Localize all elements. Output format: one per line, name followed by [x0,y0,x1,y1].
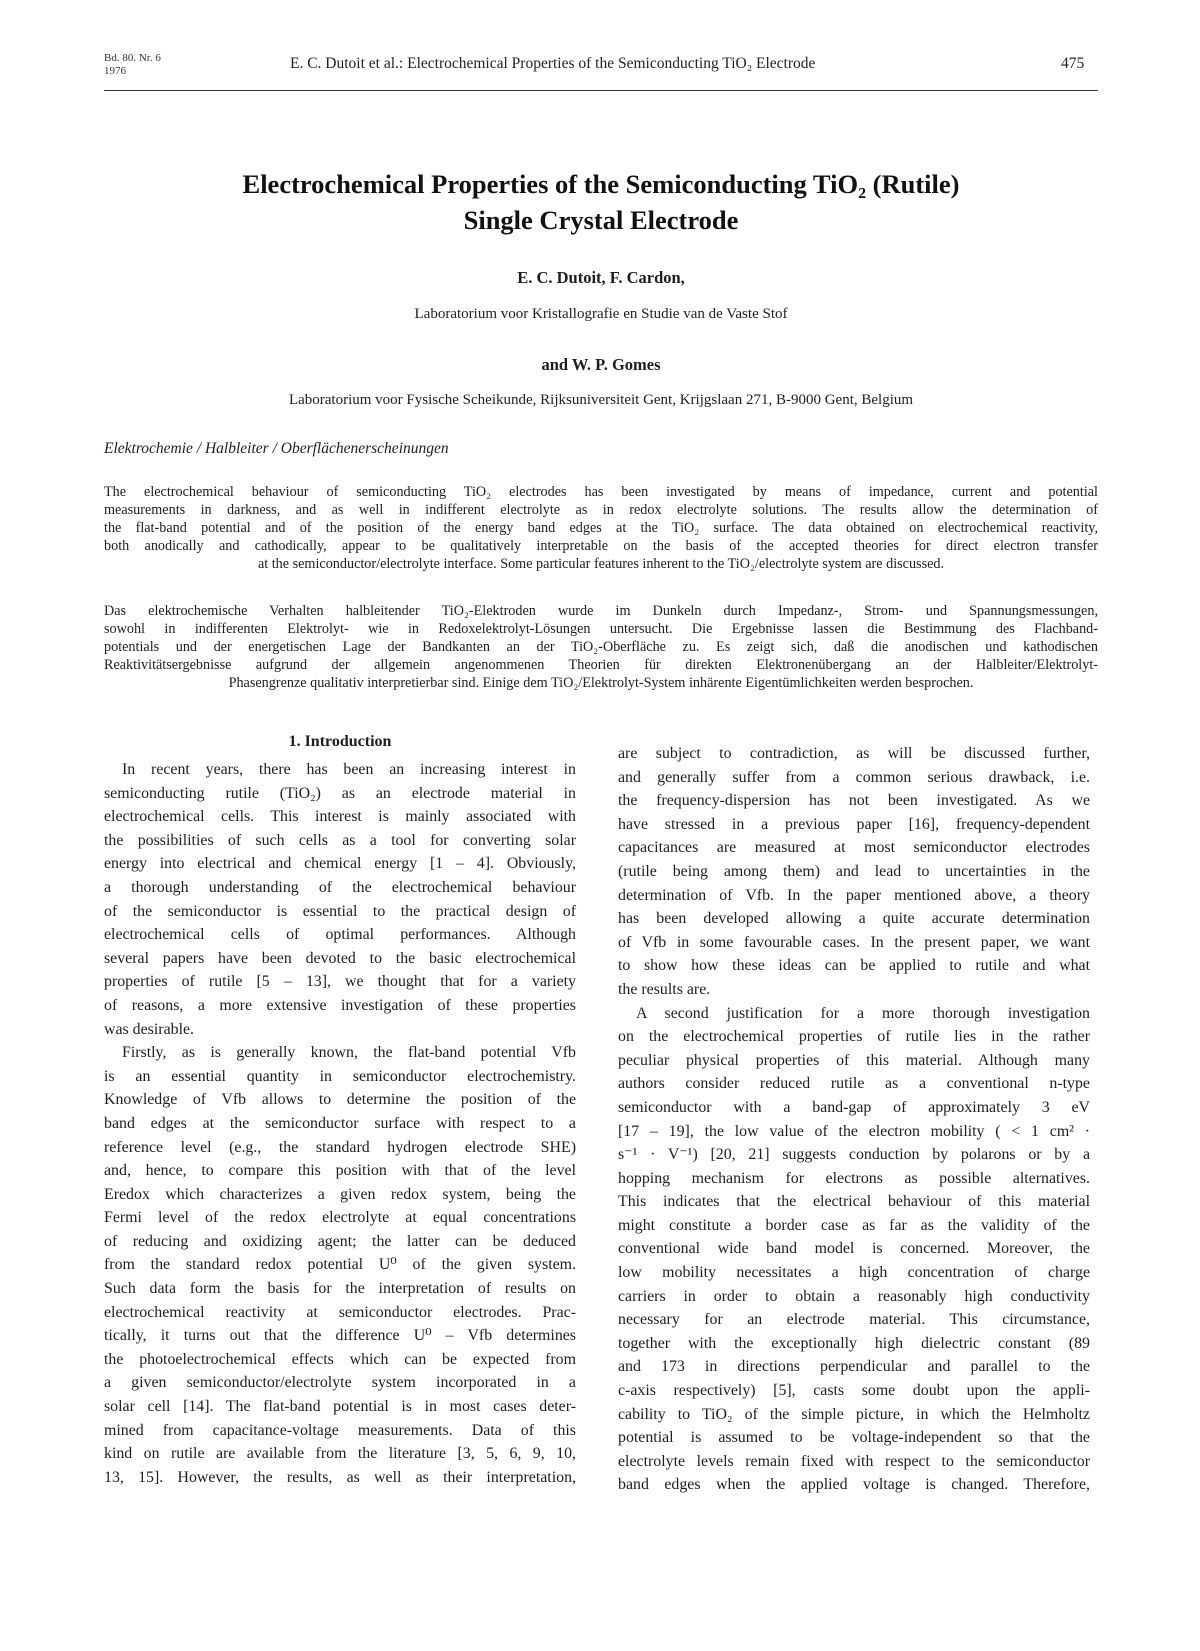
body-line: of reducing and oxidizing agent; the latter can be deduced [104,1232,576,1250]
body-line: and generally suffer from a common serious drawback, i.e. [618,768,1090,786]
body-line: to show how these ideas can be applied to rutile and what [618,957,1090,975]
body-line: peculiar physical properties of this material. Although many [618,1051,1090,1069]
abstract-line: potentials und der energetischen Lage der Bandkanten an der TiO₂-Oberfläche zu. Es zeigt sich, daß die anodischen und kathodischen [104,639,1098,655]
body-line: semiconducting rutile (TiO₂) as an electrode material in [104,784,576,802]
body-line: conventional wide band model is concerned. Moreover, the [618,1240,1090,1258]
body-line: hopping mechanism for electrons as possible alternatives. [618,1169,1090,1187]
body-line: the photoelectrochemical effects which can be expected from [104,1350,576,1368]
body-line: potential is assumed to be voltage-independent so that the [618,1429,1090,1447]
body-line: Firstly, as is generally known, the flat-band potential Vfb [122,1044,576,1062]
body-line: band edges when the applied voltage is changed. Therefore, [618,1476,1090,1494]
abstract-line: Das elektrochemische Verhalten halbleitender TiO₂-Elektroden wurde im Dunkeln durch Impedanz-, Strom- und Spannungsmessungen, [104,603,1098,619]
running-title: E. C. Dutoit et al.: Electrochemical Properties of the Semiconducting TiO₂ Electrode [290,55,816,72]
body-line: authors consider reduced rutile as a conventional n-type [618,1075,1090,1093]
body-line: tically, it turns out that the difference U⁰ – Vfb determines [104,1327,576,1345]
affiliation-2: Laboratorium voor Fysische Scheikunde, Rijksuniversiteit Gent, Krijgslaan 271, B-9000 Gent, Belgium [288,392,914,408]
body-line: (rutile being among them) and lead to uncertainties in the [618,862,1090,880]
body-line: reference level (e.g., the standard hydrogen electrode SHE) [104,1138,576,1156]
body-line: Such data form the basis for the interpretation of results on [104,1280,576,1298]
body-line: determination of Vfb. In the paper mentioned above, a theory [618,886,1090,904]
author-group-1: E. C. Dutoit, F. Cardon, [517,268,685,287]
journal-year: 1976 [104,65,126,77]
body-line: Fermi level of the redox electrolyte at equal concentrations [104,1209,576,1227]
title-line-1: Electrochemical Properties of the Semiconducting TiO₂ (Rutile) [242,169,960,199]
body-line: and, hence, to compare this position with that of the level [104,1162,576,1180]
body-line: capacitances are measured at most semiconductor electrodes [618,839,1090,857]
body-line: are subject to contradiction, as will be discussed further, [618,745,1090,762]
body-line: band edges at the semiconductor surface with respect to a [104,1114,576,1132]
body-line: c-axis respectively) [5], casts some doubt upon the appli- [618,1382,1090,1400]
body-line: might constitute a border case as far as the validity of the [618,1216,1090,1234]
body-line: on the electrochemical properties of rutile lies in the rather [618,1028,1090,1046]
right-column [618,742,1090,1497]
abstract-line: measurements in darkness, and as well in indifferent electrolyte as in redox electrolyte solutions. The results allow the determination of [104,502,1098,518]
left-column [104,758,576,1489]
body-line: properties of rutile [5 – 13], we thought that for a variety [104,973,576,991]
body-line: Eredox which characterizes a given redox system, being the [104,1185,576,1203]
abstract-line: Reaktivitätsergebnisse aufgrund der allgemein angenommenen Theorien für direkten Elektronenübergang an der Halbleiter/Elektrolyt- [104,657,1098,673]
body-line: kind on rutile are available from the literature [3, 5, 6, 9, 10, [104,1445,576,1463]
body-line: have stressed in a previous paper [16], frequency-dependent [618,815,1090,833]
abstract-english [104,483,1098,573]
body-line: of Vfb in some favourable cases. In the present paper, we want [618,933,1090,951]
body-line: together with the exceptionally high dielectric constant (89 [618,1334,1090,1352]
page-number: 475 [1061,55,1085,72]
body-line: from the standard redox potential U⁰ of the given system. [104,1256,576,1274]
body-line: 13, 15]. However, the results, as well as their interpretation, [104,1468,576,1486]
paper-title [104,166,1098,238]
journal-volume: Bd. 80. Nr. 6 [104,52,161,64]
body-line: electrochemical cells of optimal performances. Although [104,926,576,944]
body-line: the frequency-dispersion has not been investigated. As we [618,792,1090,810]
section-heading: 1. Introduction [288,733,392,750]
affiliation-1: Laboratorium voor Kristallografie en Studie van de Vaste Stof [414,306,788,322]
body-line: semiconductor with a band-gap of approximately 3 eV [618,1098,1090,1116]
abstract-line: at the semiconductor/electrolyte interface. Some particular features inherent to the TiO₂/electrolyte system are discussed. [257,556,945,572]
body-line: the results are. [618,980,711,998]
body-line: electrochemical cells. This interest is mainly associated with [104,808,576,826]
keywords: Elektrochemie / Halbleiter / Oberflächenerscheinungen [104,440,449,457]
body-line: of reasons, a more extensive investigation of these properties [104,996,576,1014]
body-line: and 173 in directions perpendicular and parallel to the [618,1358,1090,1376]
body-line: A second justification for a more thorough investigation [636,1004,1090,1022]
abstract-german [104,602,1098,692]
abstract-line: the flat-band potential and of the position of the energy band edges at the TiO₂ surface. The data obtained on electrochemical reactivity, [104,520,1098,536]
body-line: s⁻¹ · V⁻¹) [20, 21] suggests conduction by polarons or by a [618,1146,1090,1164]
body-line: a thorough understanding of the electrochemical behaviour [104,878,576,896]
title-line-2: Single Crystal Electrode [463,205,739,235]
journal-volume-block [104,52,161,78]
author-group-2: and W. P. Gomes [541,355,661,374]
abstract-line: The electrochemical behaviour of semiconducting TiO₂ electrodes has been investigated by means of impedance, current and potential [104,484,1098,500]
body-line: This indicates that the electrical behaviour of this material [618,1193,1090,1211]
body-line: electrolyte levels remain fixed with respect to the semiconductor [618,1452,1090,1470]
body-line: solar cell [14]. The flat-band potential is in most cases deter- [104,1398,576,1416]
body-line: necessary for an electrode material. This circumstance, [618,1311,1090,1329]
body-line: mined from capacitance-voltage measurements. Data of this [104,1421,576,1439]
body-line: energy into electrical and chemical energy [1 – 4]. Obviously, [104,855,576,873]
body-line: [17 – 19], the low value of the electron mobility ( < 1 cm² · [618,1122,1090,1140]
body-line: cability to TiO₂ of the simple picture, in which the Helmholtz [618,1405,1090,1423]
body-line: electrochemical reactivity at semiconductor electrodes. Prac- [104,1303,576,1321]
abstract-line: both anodically and cathodically, appear to be qualitatively interpretable on the basis of the accepted theories for direct electron transfer [104,538,1098,554]
body-line: In recent years, there has been an increasing interest in [122,761,576,778]
body-line: was desirable. [104,1020,195,1038]
body-line: the possibilities of such cells as a tool for converting solar [104,831,576,849]
body-line: Knowledge of Vfb allows to determine the position of the [104,1091,576,1109]
body-line: low mobility necessitates a high concentration of charge [618,1264,1090,1282]
header-rule [104,90,1098,91]
body-line: a given semiconductor/electrolyte system incorporated in a [104,1374,576,1392]
abstract-line: sowohl in indifferenten Elektrolyt- wie in Redoxelektrolyt-Lösungen untersucht. Die Ergebnisse lassen die Bestimmung des Flachband- [104,621,1098,637]
body-line: has been developed allowing a quite accurate determination [618,910,1090,928]
abstract-line: Phasengrenze qualitativ interpretierbar sind. Einige dem TiO₂/Elektrolyt-System inhärente Eigentümlichkeiten werden besprochen. [228,675,974,691]
body-line: of the semiconductor is essential to the practical design of [104,902,576,920]
body-line: carriers in order to obtain a reasonably high conductivity [618,1287,1090,1305]
body-line: several papers have been devoted to the basic electrochemical [104,949,576,967]
body-line: is an essential quantity in semiconductor electrochemistry. [104,1067,576,1085]
